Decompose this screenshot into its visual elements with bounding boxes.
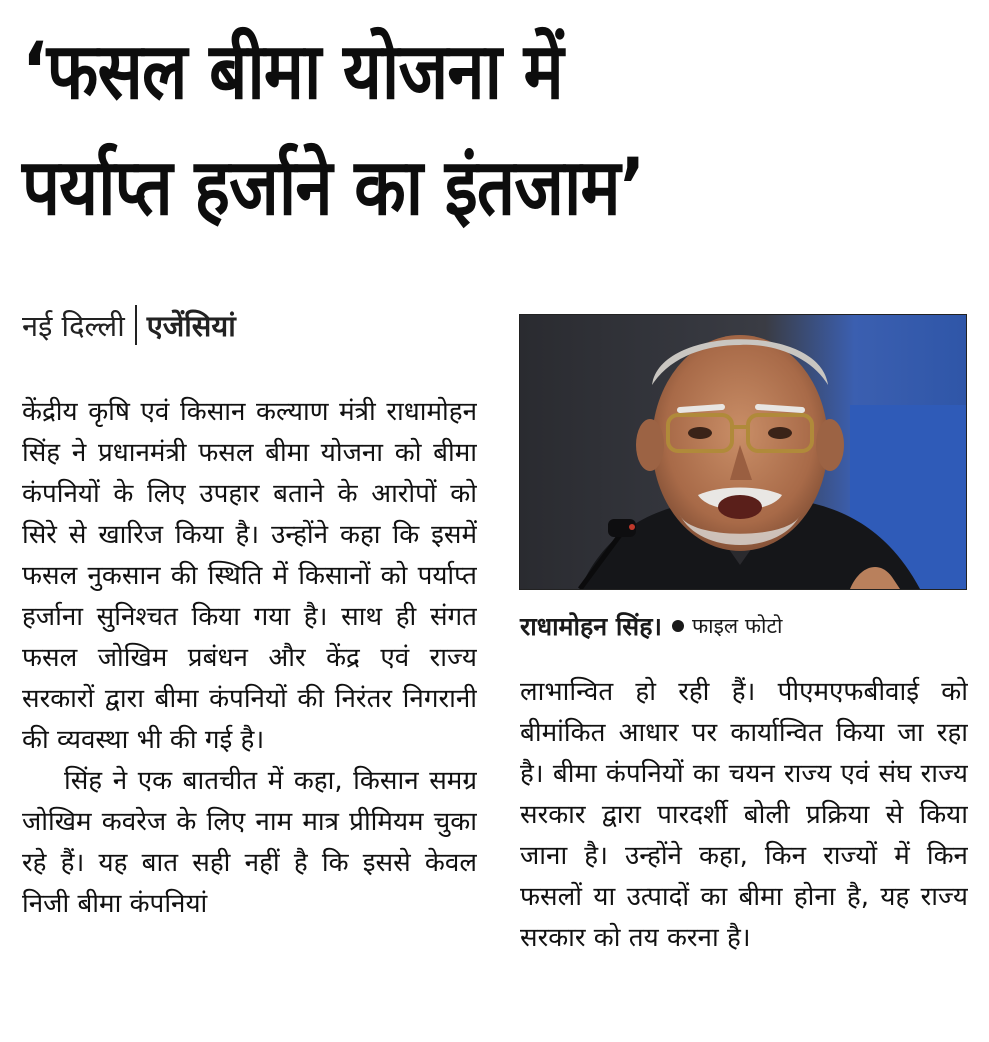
portrait-illustration	[520, 315, 966, 589]
caption-name: राधामोहन सिंह।	[520, 612, 662, 641]
dateline-separator	[135, 305, 137, 345]
photo-caption	[520, 606, 782, 646]
article-column-left	[22, 392, 477, 1032]
bullet-icon	[672, 620, 684, 632]
headline-line-1: ‘फसल बीमा योजना में	[22, 27, 563, 117]
minister-photo	[519, 314, 967, 590]
article-paragraph-2: सिंह ने एक बातचीत में कहा, किसान समग्र जोखिम कवरेज के लिए नाम मात्र प्रीमियम चुका रहे हैं। यह बात सही नहीं है कि इससे केवल निजी बीमा कंपनियां	[22, 766, 477, 919]
article-paragraph-3: लाभान्वित हो रही हैं। पीएमएफबीवाई को बीमांकित आधार पर कार्यान्वित किया जा रहा है। बीमा कंपनियों का चयन राज्य एवं संघ राज्य सरकार द्वारा पारदर्शी बोली प्रक्रिया से किया जाना है। उन्होंने कहा, किन राज्यों में किन फसलों या उत्पादों का बीमा होना है, यह राज्य सरकार को तय करना है।	[520, 677, 968, 953]
article-column-right	[520, 672, 968, 1032]
dateline-agency: एजेंसियां	[146, 308, 236, 343]
caption-credit: फाइल फोटो	[691, 614, 783, 638]
headline-line-2: पर्याप्त हर्जाने का इंतजाम’	[22, 143, 645, 233]
article-paragraph-1: केंद्रीय कृषि एवं किसान कल्याण मंत्री राधामोहन सिंह ने प्रधानमंत्री फसल बीमा योजना को बीमा कंपनियों के लिए उपहार बताने के आरोपों को सिरे से खारिज किया है। उन्होंने कहा कि इसमें फसल नुकसान की स्थिति में किसानों को पर्याप्त हर्जाना सुनिश्चत किया गया है। साथ ही संगत फसल जोखिम प्रबंधन और केंद्र एवं राज्य सरकारों द्वारा बीमा कंपनियों की निरंतर निगरानी की व्यवस्था भी की गई है।	[22, 397, 477, 755]
dateline	[22, 303, 236, 347]
headline	[22, 14, 972, 246]
dateline-city: नई दिल्ली	[22, 308, 125, 343]
